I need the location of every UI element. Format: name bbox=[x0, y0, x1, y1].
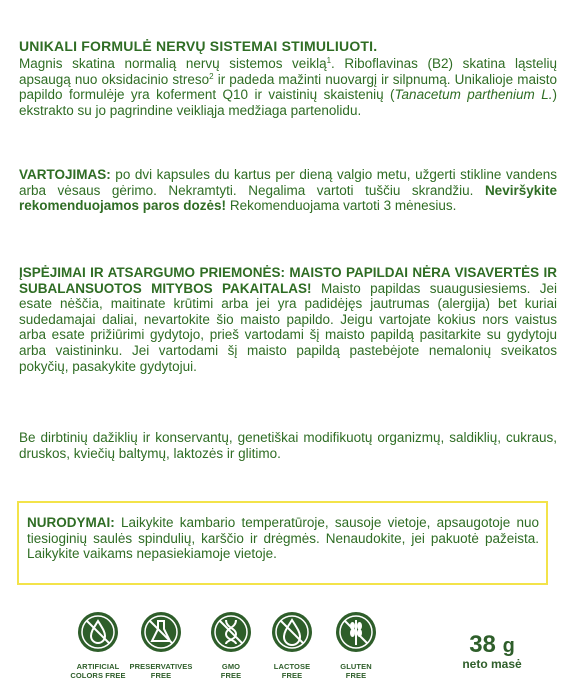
warnings-label: ĮSPĖJIMAI IR ATSARGUMO PRIEMONĖS: MAISTO PAPILDAI NĖRA VISAVERTĖS IR SUBALANSUOTOS MITYBOS PAKAITALAS! bbox=[19, 265, 557, 296]
no-gmo-icon bbox=[211, 612, 251, 652]
badge-preservatives: PRESERVATIVES FREE bbox=[121, 612, 201, 680]
no-gluten-icon bbox=[336, 612, 376, 652]
heading: UNIKALI FORMULĖ NERVŲ SISTEMAI STIMULIUOTI. bbox=[19, 38, 378, 54]
intro-paragraph: Magnis skatina normalią nervų sistemos veiklą$^1$. Riboflavinas (B2) skatina ląstelių apsaugą nuo oksidacinio streso$^2$ ir padeda mažinti nuovargį ir silpnumą. Unikalioje maisto papildo formulėje yra koferment Q10 ir vaistinių skaistenių (Tanacetum parthenium L.) ekstrakto su jo pagrindine veikliąja medžiaga partenolidu. bbox=[19, 56, 557, 118]
badge-gmo: GMO FREE bbox=[191, 612, 271, 680]
net-weight-unit: g bbox=[502, 635, 515, 657]
no-preservatives-icon bbox=[141, 612, 181, 652]
storage-label: NURODYMAI: bbox=[27, 515, 115, 530]
no-artificial-colors-icon bbox=[78, 612, 118, 652]
dose-warning: Neviršykite rekomenduojamos paros dozės! bbox=[19, 182, 557, 214]
storage-paragraph: NURODYMAI: Laikykite kambario temperatūroje, sausoje vietoje, apsaugotoje nuo tiesioginių saulės spindulių, karščio ir drėgmės. Nenaudokite, jei pakuotė pažeista. Laikykite vaikams nepasiekiamoje vietoje. bbox=[27, 515, 539, 562]
net-weight-label: neto masė bbox=[462, 657, 522, 671]
storage-box bbox=[17, 501, 548, 585]
badge-artificial-colors: ARTIFICIAL COLORS FREE bbox=[58, 612, 138, 680]
net-weight bbox=[452, 632, 532, 671]
warnings-paragraph: ĮSPĖJIMAI IR ATSARGUMO PRIEMONĖS: MAISTO PAPILDAI NĖRA VISAVERTĖS IR SUBALANSUOTOS MITYBOS PAKAITALAS! Maisto papildas suaugusiesiems. Jei esate nėščia, maitinate krūtimi arba jei yra padidėjęs jautrumas (alergija) bet kuriai sudedamajai daliai, nevartokite šio maisto papildo. Jeigu vartojate kokius nors vaistus arba esate prižiūrimi gydytojo, prieš vartodami šį maisto papildą pasitarkite su gydytoju arba vaistininku. Jei vartodami šį maisto papildą pastebėjote nemalonių sveikatos pokyčių, pasakykite gydytojui. bbox=[19, 265, 557, 374]
net-weight-value: 38 bbox=[469, 631, 496, 658]
latin-name: Tanacetum parthenium L. bbox=[394, 87, 553, 103]
badge-gluten: GLUTEN FREE bbox=[316, 612, 396, 680]
free-from-paragraph: Be dirbtinių dažiklių ir konservantų, genetiškai modifikuotų organizmų, saldiklių, cukraus, druskos, kviečių baltymų, laktozės ir glitimo. bbox=[19, 430, 557, 461]
no-lactose-icon bbox=[272, 612, 312, 652]
usage-paragraph: VARTOJIMAS: po dvi kapsules du kartus per dieną valgio metu, užgerti stikline vandens arba vėsaus gėrimo. Nekramtyti. Negalima vartoti tuščiu skrandžiu. Neviršykite rekomenduojamos paros dozės! Rekomenduojama vartoti 3 mėnesius. bbox=[19, 167, 557, 214]
badge-lactose: LACTOSE FREE bbox=[252, 612, 332, 680]
usage-label: VARTOJIMAS: bbox=[19, 167, 111, 182]
